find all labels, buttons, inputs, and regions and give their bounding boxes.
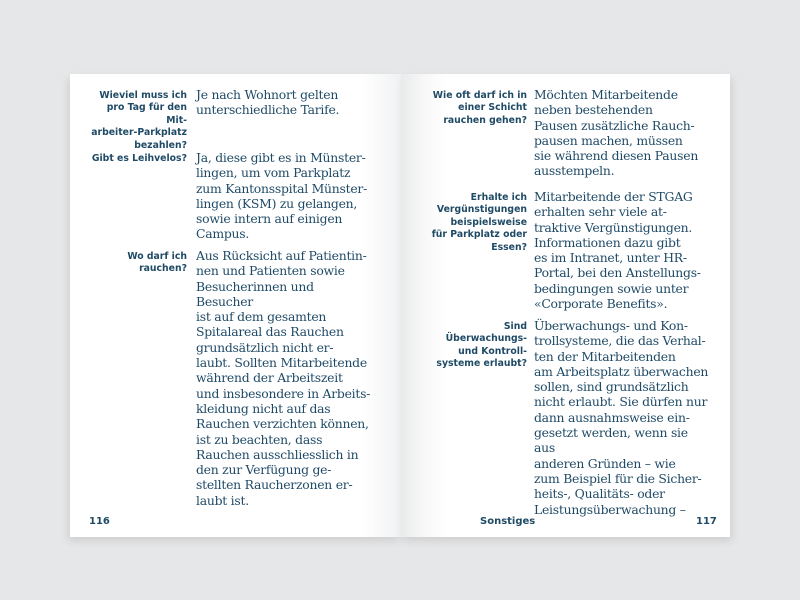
section-label: Sonstiges xyxy=(480,516,536,527)
answer-discounts: Mitarbeitende der STGAG erhalten sehr viele at- traktive Vergünstigungen. Informationen dazu gibt es im Intranet, unter HR- Portal, bei den Anstellungs- bedingungen sowie unter «Corporate Benefits». xyxy=(534,189,701,312)
page-number-left: 116 xyxy=(89,516,110,527)
answer-smoking-location: Aus Rücksicht auf Patientin- nen und Patienten sowie Besucherinnen und Besucher ist auf dem gesamten Spitalareal das Rauchen grundsätzlich nicht er- laubt. Sollten Mitarbeitende während der Arbeitszeit und insbesondere in Arbeits- kleidung nicht auf das Rauchen verzichten können, ist zu beachten, dass Rauchen ausschliesslich in den zur Verfügung ge- stellten Raucherzonen er- laubt ist. xyxy=(196,248,371,508)
answer-parking-cost: Je nach Wohnort gelten unterschiedliche Tarife. xyxy=(196,87,340,118)
answer-rental-bikes: Ja, diese gibt es in Münster- lingen, um vom Parkplatz zum Kantonsspital Münster- lingen (KSM) zu gelangen, sowie intern auf einigen Campus. xyxy=(196,150,368,242)
page-number-right: 117 xyxy=(696,516,717,527)
question-discounts: Erhalte ich Vergünstigungen beispielsweise für Parkplatz oder Essen? xyxy=(431,192,527,253)
answer-monitoring-systems: Überwachungs- und Kon- trollsysteme, die das Verhal- ten der Mitarbeitenden am Arbeitsplatz überwachen sollen, sind grundsätzlich nicht erlaubt. Sie dürfen nur dann ausnahmsweise ein- gesetzt werden, wenn sie aus anderen Gründen – wie zum Beispiel für die Sicher- heits-, Qualitäts- oder Leistungsüberwachung – xyxy=(534,318,709,517)
question-parking-cost: Wieviel muss ich pro Tag für den Mit- arbeiter-Parkplatz bezahlen? xyxy=(91,90,187,151)
question-monitoring-systems: Sind Überwachungs- und Kontroll- systeme erlaubt? xyxy=(436,321,527,370)
question-smoking-breaks: Wie oft darf ich in einer Schicht rauchen gehen? xyxy=(432,90,527,126)
question-smoking-location: Wo darf ich rauchen? xyxy=(127,251,187,275)
answer-smoking-breaks: Möchten Mitarbeitende neben bestehenden Pausen zusätzliche Rauch- pausen machen, müssen sie während diesen Pausen ausstempeln. xyxy=(534,87,699,179)
question-rental-bikes: Gibt es Leihvelos? xyxy=(91,153,187,164)
